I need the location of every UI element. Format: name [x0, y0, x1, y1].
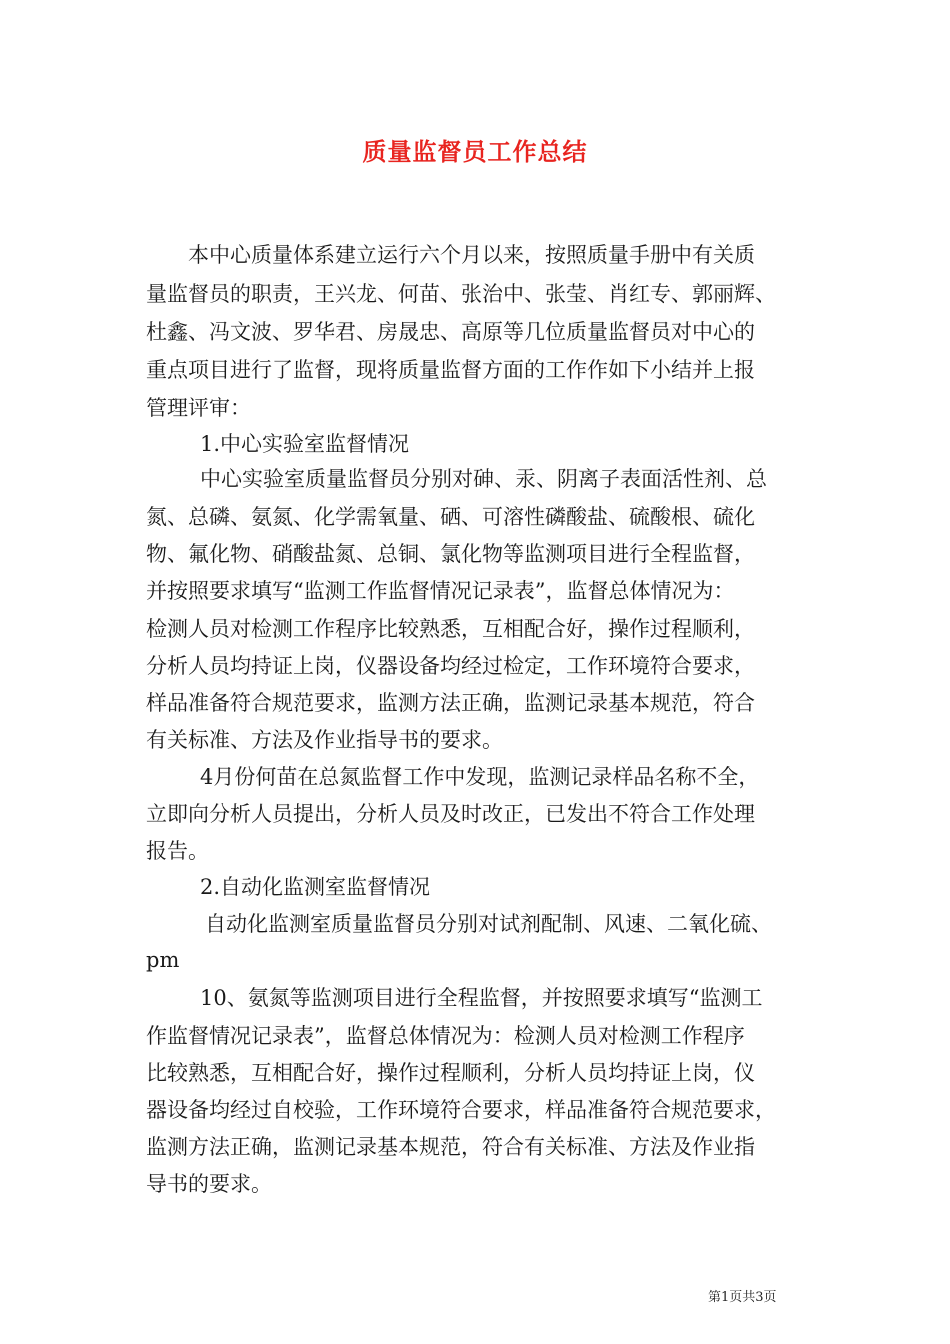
text-line: 有关标准、方法及作业指导书的要求。	[146, 728, 503, 752]
text-line: 物、氟化物、硝酸盐氮、总铜、氯化物等监测项目进行全程监督，	[146, 542, 755, 566]
text-line: 重点项目进行了监督，现将质量监督方面的工作作如下小结并上报	[146, 358, 755, 382]
document-title: 质量监督员工作总结	[362, 138, 588, 166]
text-line: 并按照要求填写“监测工作监督情况记录表”，监督总体情况为：	[146, 579, 735, 603]
text-line: 杜鑫、冯文波、罗华君、房晟忠、高原等几位质量监督员对中心的	[146, 320, 755, 344]
text-line: 10、氨氮等监测项目进行全程监督，并按照要求填写“监测工	[200, 986, 763, 1010]
page-indicator: 第1页共3页	[708, 1290, 777, 1305]
text-line: 氮、总磷、氨氮、化学需氧量、硒、可溶性磷酸盐、硫酸根、硫化	[146, 505, 755, 529]
text-line: 分析人员均持证上岗，仪器设备均经过检定，工作环境符合要求，	[146, 654, 755, 678]
section-heading: 1.中心实验室监督情况	[200, 432, 410, 456]
text-line: 中心实验室质量监督员分别对砷、汞、阴离子表面活性剂、总	[200, 467, 767, 491]
text-line: 检测人员对检测工作程序比较熟悉，互相配合好，操作过程顺利，	[146, 617, 755, 641]
text-line: 器设备均经过自校验，工作环境符合要求，样品准备符合规范要求，	[146, 1098, 776, 1122]
text-line: 立即向分析人员提出，分析人员及时改正，已发出不符合工作处理	[146, 802, 755, 826]
text-line: 监测方法正确，监测记录基本规范，符合有关标准、方法及作业指	[146, 1135, 755, 1159]
text-line: 自动化监测室质量监督员分别对试剂配制、风速、二氧化硫、	[205, 912, 772, 936]
text-line: 导书的要求。	[146, 1172, 272, 1196]
text-line: 作监督情况记录表”，监督总体情况为：检测人员对检测工作程序	[146, 1024, 745, 1048]
section-heading: 2.自动化监测室监督情况	[200, 875, 431, 899]
text-line: 本中心质量体系建立运行六个月以来，按照质量手册中有关质	[188, 243, 755, 267]
text-line: 4月份何苗在总氮监督工作中发现，监测记录样品名称不全，	[200, 765, 760, 789]
text-line: 报告。	[146, 839, 209, 863]
text-line: pm	[146, 948, 180, 972]
text-line: 样品准备符合规范要求，监测方法正确，监测记录基本规范，符合	[146, 691, 755, 715]
text-line: 量监督员的职责，王兴龙、何苗、张治中、张莹、肖红专、郭丽辉、	[146, 282, 776, 306]
text-line: 比较熟悉，互相配合好，操作过程顺利，分析人员均持证上岗，仪	[146, 1061, 755, 1085]
text-line: 管理评审：	[146, 396, 251, 420]
